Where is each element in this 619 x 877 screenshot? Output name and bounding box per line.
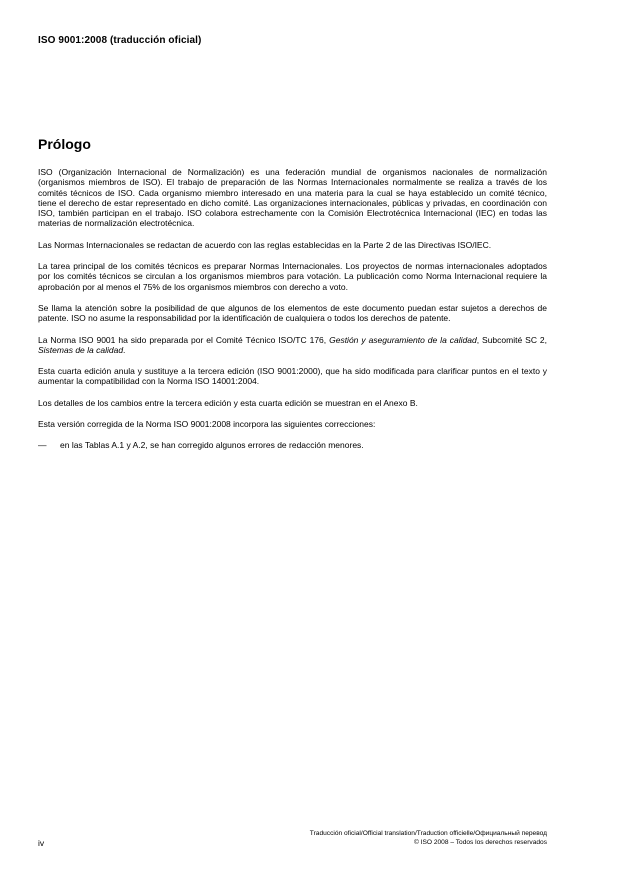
footer-copyright: © ISO 2008 – Todos los derechos reservados <box>413 839 547 846</box>
paragraph-3: La tarea principal de los comités técnicos es preparar Normas Internacionales. Los proyectos de normas internacionales adoptados por los comités técnicos se circulan a los organismos miembros para votación. La publicación como Norma Internacional requiere la aprobación por al menos el 75% de los organismos miembros con derecho a voto. <box>38 261 547 292</box>
paragraph-7: Los detalles de los cambios entre la tercera edición y esta cuarta edición se muestran en el Anexo B. <box>38 397 418 408</box>
paragraph-8: Esta versión corregida de la Norma ISO 9001:2008 incorpora las siguientes correcciones: <box>38 419 376 430</box>
section-title: Prólogo <box>38 136 91 152</box>
paragraph-5-text-a: La Norma ISO 9001 ha sido preparada por el Comité Técnico ISO/TC 176, <box>38 334 330 345</box>
paragraph-5-text-c: , Subcomité SC 2, <box>476 334 548 345</box>
paragraph-5-text-e: . <box>123 344 126 355</box>
paragraph-4: Se llama la atención sobre la posibilidad de que algunos de los elementos de este documento puedan estar sujetos a derechos de patente. ISO no asume la responsabilidad por la identificación de cualquiera o todos los derechos de patente. <box>38 302 547 324</box>
footer-notice <box>310 829 547 847</box>
footer-translation-notice: Traducción oficial/Official translation/Traduction officielle/Официальный перевод <box>309 830 547 837</box>
paragraph-2: Las Normas Internacionales se redactan de acuerdo con las reglas establecidas en la Parte 2 de las Directivas ISO/IEC. <box>38 239 492 250</box>
paragraph-6: Esta cuarta edición anula y sustituye a la tercera edición (ISO 9001:2000), que ha sido modificada para clarificar puntos en el texto y aumentar la compatibilidad con la Norma ISO 14001:2004. <box>38 366 547 387</box>
document-body <box>38 167 547 451</box>
list-item-text: en las Tablas A.1 y A.2, se han corregido algunos errores de redacción menores. <box>60 440 364 451</box>
list-dash: — <box>38 440 47 451</box>
paragraph-5-committee-title: Gestión y aseguramiento de la calidad <box>329 334 477 345</box>
page-number: iv <box>38 838 45 848</box>
list-item <box>38 440 547 450</box>
paragraph-1: ISO (Organización Internacional de Normalización) es una federación mundial de organismos nacionales de normalización (organismos miembros de ISO). El trabajo de preparación de las Normas Internacionales normalmente se realiza a través de los comités técnicos de ISO. Cada organismo miembro interesado en una materia para la cual se haya establecido un comité técnico, tiene el derecho de estar representado en dicho comité. Las organizaciones internacionales, públicas y privadas, en coordinación con ISO, también participan en el trabajo. ISO colabora estrechamente con la Comisión Electrotécnica Internacional (IEC) en todas las materias de normalización electrotécnica. <box>38 167 547 229</box>
paragraph-5-subcommittee-title: Sistemas de la calidad <box>38 344 124 355</box>
document-header-title: ISO 9001:2008 (traducción oficial) <box>38 35 202 46</box>
paragraph-5 <box>38 335 547 356</box>
